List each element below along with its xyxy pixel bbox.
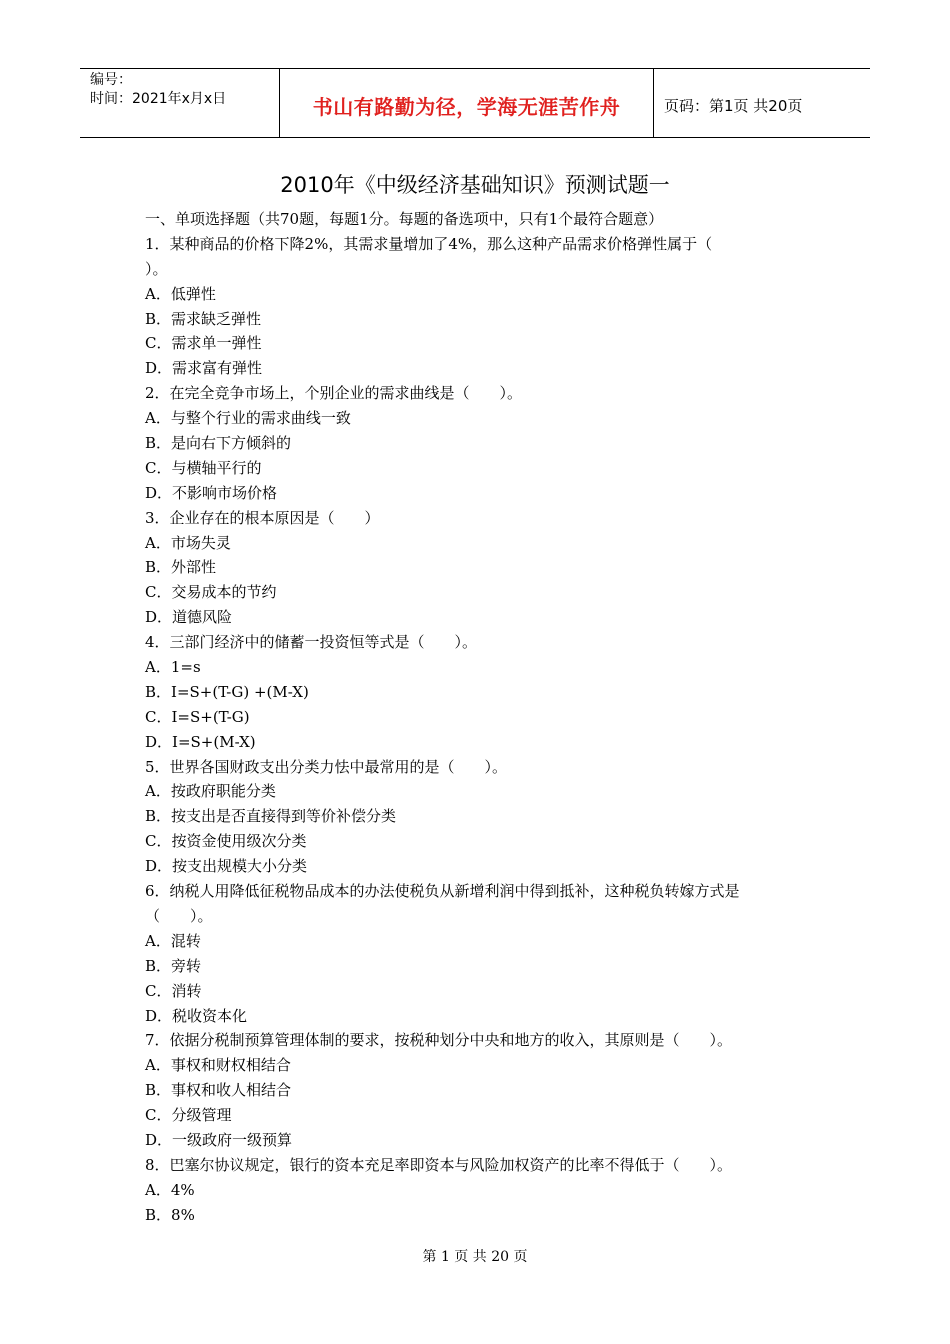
- text-line: C．I=S+(T-G): [145, 707, 250, 726]
- text-line: A．1=s: [145, 658, 201, 677]
- question-content: [145, 207, 815, 1228]
- text-line: C．需求单一弹性: [145, 334, 262, 353]
- text-line: B．I=S+(T-G) +(M-X): [145, 682, 309, 701]
- text-line: B．外部性: [145, 558, 217, 577]
- text-line: 1．某种商品的价格下降2%，其需求量增加了4%，那么这种产品需求价格弹性属于（: [145, 234, 713, 253]
- header-page-info-cell: [654, 69, 870, 137]
- text-line: D．一级政府一级预算: [145, 1130, 293, 1149]
- text-line: B．需求缺乏弹性: [145, 309, 262, 328]
- text-line: C．按资金使用级次分类: [145, 832, 307, 851]
- text-line: D．税收资本化: [145, 1006, 248, 1025]
- text-line: D．需求富有弹性: [145, 359, 263, 378]
- motto-text: 书山有路勤为径，学海无涯苦作舟: [312, 94, 621, 119]
- text-line: 6．纳税人用降低征税物品成本的办法使税负从新增利润中得到抵补，这种税负转嫁方式是: [145, 882, 740, 901]
- document-number-label: 编号：: [90, 72, 132, 88]
- text-line: 5．世界各国财政支出分类力怯中最常用的是（ ）。: [145, 757, 508, 776]
- text-line: B．按支出是否直接得到等价补偿分类: [145, 807, 397, 826]
- page-info-text: 页码：第1页 共20页: [664, 96, 803, 115]
- text-line: A．混转: [145, 931, 201, 950]
- text-line: （ ）。: [145, 906, 213, 925]
- text-line: A．事权和财权相结合: [145, 1056, 291, 1075]
- text-line: 4．三部门经济中的储蓄一投资恒等式是（ ）。: [145, 633, 478, 652]
- text-line: D．按支出规模大小分类: [145, 857, 308, 876]
- text-line: A．与整个行业的需求曲线一致: [145, 409, 351, 428]
- header-motto-cell: [280, 69, 654, 137]
- text-line: A．低弹性: [145, 284, 216, 303]
- text-line: C．消转: [145, 981, 202, 1000]
- text-line: B．旁转: [145, 956, 202, 975]
- text-line: A．市场失灵: [145, 533, 231, 552]
- text-line: ）。: [145, 259, 168, 278]
- text-line: A．4%: [145, 1180, 195, 1199]
- text-line: 7．依据分税制预算管理体制的要求，按税种划分中央和地方的收入，其原则是（ ）。: [145, 1031, 733, 1050]
- text-line: 3．企业存在的根本原因是（ ）: [145, 508, 380, 527]
- text-line: A．按政府职能分类: [145, 782, 276, 801]
- text-line: D．不影响市场价格: [145, 483, 278, 502]
- text-line: C．交易成本的节约: [145, 583, 277, 602]
- text-line: C．分级管理: [145, 1106, 232, 1125]
- document-date-label: 时间：2021年x月x日: [90, 91, 227, 107]
- text-line: D．I=S+(M-X): [145, 732, 256, 751]
- text-line: C．与横轴平行的: [145, 458, 262, 477]
- page-header: [80, 68, 870, 138]
- page-footer: 第 1 页 共 20 页: [422, 1249, 528, 1265]
- text-line: D．道德风险: [145, 608, 233, 627]
- text-line: B．是向右下方倾斜的: [145, 434, 292, 453]
- text-line: B．事权和收人相结合: [145, 1081, 292, 1100]
- text-line: 2．在完全竞争市场上，个别企业的需求曲线是（ ）。: [145, 384, 523, 403]
- header-meta: [80, 69, 280, 137]
- document-title: 2010年《中级经济基础知识》预测试题一: [280, 173, 670, 197]
- text-line: 8．巴塞尔协议规定，银行的资本充足率即资本与风险加权资产的比率不得低于（ ）。: [145, 1155, 733, 1174]
- text-line: B．8%: [145, 1205, 195, 1224]
- text-line: 一、单项选择题（共70题，每题1分。每题的备选项中，只有1个最符合题意）: [145, 210, 664, 228]
